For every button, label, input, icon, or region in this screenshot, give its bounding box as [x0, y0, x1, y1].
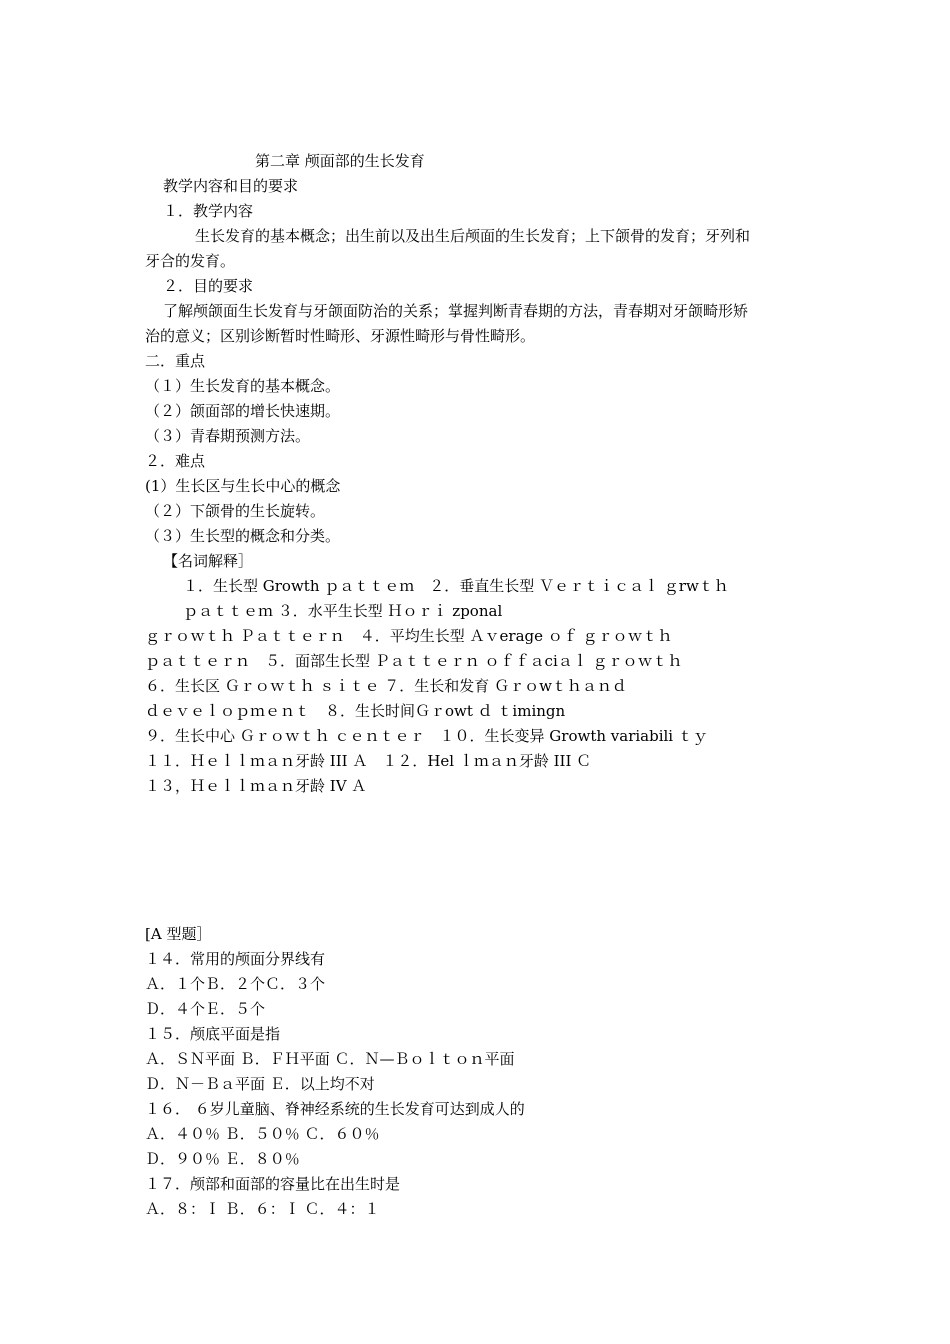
terms-line: １３，Ｈｅｌｌｍａｎ牙龄 IV Ａ: [145, 777, 367, 795]
section-teaching-heading: 教学内容和目的要求: [163, 177, 299, 195]
key-point-item: （２）颌面部的增长快速期。: [145, 402, 341, 420]
difficult-point-item: (1）生长区与生长中心的概念: [145, 477, 341, 495]
question-options: Ａ．ＳＮ平面 Ｂ．ＦＨ平面 Ｃ．Ｎ—Ｂｏｌｔｏｎ平面: [145, 1050, 515, 1068]
difficult-point-item: （３）生长型的概念和分类。: [145, 527, 341, 545]
terms-line: ｄｅｖｅｌｏｐｍｅｎｔ ８．生长时间Ｇｒowt ｄ ｔimingn: [145, 702, 566, 720]
terms-line: ｇｒｏｗｔｈ Ｐａｔｔｅｒｎ ４．平均生长型 Ａｖerage ｏｆ ｇｒｏｗｔｈ: [145, 627, 673, 645]
question-options: Ｄ．Ｎ－Ｂａ平面 Ｅ．以上均不对: [145, 1075, 375, 1093]
question-options: Ｄ．９０％ Ｅ．８０％: [145, 1150, 300, 1168]
teaching-content-heading: １．教学内容: [163, 202, 254, 220]
question-options: Ａ．４０％ Ｂ．５０％ Ｃ．６０％: [145, 1125, 380, 1143]
terms-heading: 【名词解释］: [163, 552, 254, 570]
question-options: Ａ．１个Ｂ．２个Ｃ．３个: [145, 975, 326, 993]
goals-heading: ２．目的要求: [163, 277, 254, 295]
a-type-heading: [A 型题］: [145, 925, 212, 943]
terms-line: １．生长型 Growth ｐａｔｔｅｍ ２．垂直生长型 Ｖｅｒｔｉｃａｌ ｇrwｔｈ: [183, 577, 729, 595]
question-stem: １７．颅部和面部的容量比在出生时是: [145, 1175, 401, 1193]
goals-line-2: 治的意义；区别诊断暂时性畸形、牙源性畸形与骨性畸形。: [145, 327, 536, 345]
chapter-title: 第二章 颅面部的生长发育: [255, 152, 425, 170]
terms-line: ｐａｔｔｅｍ ３．水平生长型 Ｈｏｒｉ zponal: [183, 602, 503, 620]
terms-line: ９．生长中心 Ｇｒｏｗｔｈ ｃｅｎｔｅｒ １０．生长变异 Growth variabili ｔｙ: [145, 727, 708, 745]
terms-line: ６．生长区 Ｇｒｏｗｔｈ ｓｉｔｅ ７．生长和发育 Ｇｒｏwｔｈａｎｄ: [145, 677, 627, 695]
question-stem: １６． ６岁儿童脑、脊神经系统的生长发育可达到成人的: [145, 1100, 525, 1118]
terms-line: ｐａｔｔｅｒｎ ５．面部生长型 Ｐａｔｔｅｒｎ ｏｆｆａciａｌ ｇｒｏｗｔｈ: [145, 652, 683, 670]
question-stem: １５．颅底平面是指: [145, 1025, 281, 1043]
key-points-heading: 二．重点: [145, 352, 206, 370]
terms-line: １１．Ｈｅｌｌｍａｎ牙龄 III Ａ １２．Hel ｌｍａｎ牙龄 III Ｃ: [145, 752, 592, 770]
question-options: Ｄ．４个Ｅ．５个: [145, 1000, 266, 1018]
difficult-points-heading: ２．难点: [145, 452, 206, 470]
goals-line-1: 了解颅颌面生长发育与牙颌面防治的关系；掌握判断青春期的方法，青春期对牙颌畸形矫: [163, 302, 749, 320]
question-stem: １４．常用的颅面分界线有: [145, 950, 326, 968]
difficult-point-item: （２）下颌骨的生长旋转。: [145, 502, 326, 520]
teaching-content-line-2: 牙合的发育。: [145, 252, 236, 270]
key-point-item: （１）生长发育的基本概念。: [145, 377, 341, 395]
key-point-item: （３）青春期预测方法。: [145, 427, 311, 445]
question-options: Ａ．８：Ｉ Ｂ．６：Ｉ Ｃ．４：１: [145, 1200, 380, 1218]
teaching-content-line-1: 生长发育的基本概念；出生前以及出生后颅面的生长发育；上下颌骨的发育；牙列和: [195, 227, 751, 245]
